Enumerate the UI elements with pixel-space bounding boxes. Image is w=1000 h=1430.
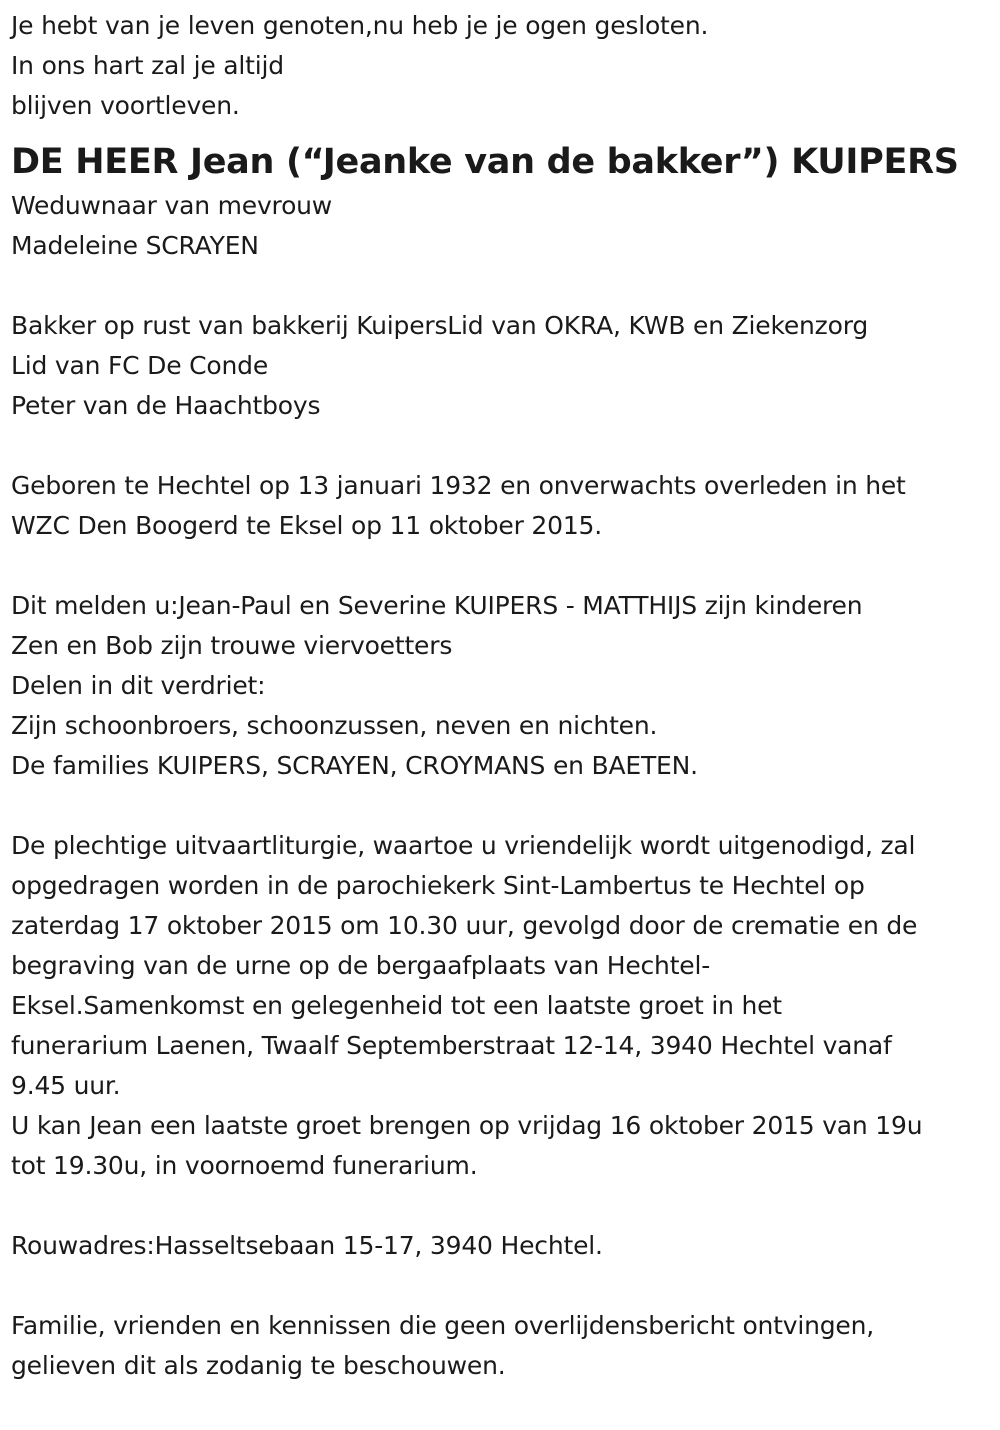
closing-line: gelieven dit als zodanig te beschouwen. [11, 1351, 506, 1380]
mourning-address-section [11, 1226, 990, 1266]
funeral-line: begraving van de urne op de bergaafplaats van Hechtel- [11, 951, 711, 980]
paragraph-spacer [11, 786, 990, 826]
funeral-line: funerarium Laenen, Twaalf Septemberstraat 12-14, 3940 Hechtel vanaf [11, 1031, 892, 1060]
occupation-line: Bakker op rust van bakkerij KuipersLid van OKRA, KWB en Ziekenzorg [11, 311, 869, 340]
birth-death-section [11, 466, 990, 546]
family-line: Dit melden u:Jean-Paul en Severine KUIPERS - MATTHIJS zijn kinderen [11, 591, 863, 620]
funeral-line: tot 19.30u, in voornoemd funerarium. [11, 1151, 478, 1180]
spouse-line: Madeleine SCRAYEN [11, 231, 259, 260]
closing-line: Familie, vrienden en kennissen die geen overlijdensbericht ontvingen, [11, 1311, 875, 1340]
funeral-line: opgedragen worden in de parochiekerk Sint-Lambertus te Hechtel op [11, 871, 865, 900]
family-section [11, 586, 990, 786]
birth-death-line: WZC Den Boogerd te Eksel op 11 oktober 2015. [11, 511, 603, 540]
poem-line: blijven voortleven. [11, 91, 240, 120]
funeral-line: De plechtige uitvaartliturgie, waartoe u vriendelijk wordt uitgenodigd, zal [11, 831, 916, 860]
family-line: Zen en Bob zijn trouwe viervoetters [11, 631, 453, 660]
funeral-line: U kan Jean een laatste groet brengen op vrijdag 16 oktober 2015 van 19u [11, 1111, 923, 1140]
occupation-line: Peter van de Haachtboys [11, 391, 321, 420]
poem-line: Je hebt van je leven genoten,nu heb je je ogen gesloten. [11, 11, 709, 40]
paragraph-spacer [11, 266, 990, 306]
spouse-section [11, 186, 990, 266]
occupation-section [11, 306, 990, 426]
deceased-name-title: DE HEER Jean (“Jeanke van de bakker”) KUIPERS [11, 142, 959, 182]
birth-death-line: Geboren te Hechtel op 13 januari 1932 en onverwachts overleden in het [11, 471, 906, 500]
occupation-line: Lid van FC De Conde [11, 351, 269, 380]
family-line: De families KUIPERS, SCRAYEN, CROYMANS en BAETEN. [11, 751, 698, 780]
spouse-line: Weduwnaar van mevrouw [11, 191, 333, 220]
family-line: Delen in dit verdriet: [11, 671, 266, 700]
mourning-address-line: Rouwadres:Hasseltsebaan 15-17, 3940 Hechtel. [11, 1231, 603, 1260]
family-line: Zijn schoonbroers, schoonzussen, neven en nichten. [11, 711, 658, 740]
funeral-line: 9.45 uur. [11, 1071, 121, 1100]
funeral-line: zaterdag 17 oktober 2015 om 10.30 uur, gevolgd door de crematie en de [11, 911, 918, 940]
funeral-section [11, 826, 990, 1186]
paragraph-spacer [11, 1186, 990, 1226]
paragraph-spacer [11, 1266, 990, 1306]
closing-section [11, 1306, 990, 1386]
poem [11, 6, 990, 126]
funeral-line: Eksel.Samenkomst en gelegenheid tot een laatste groet in het [11, 991, 782, 1020]
poem-line: In ons hart zal je altijd [11, 51, 284, 80]
paragraph-spacer [11, 546, 990, 586]
paragraph-spacer [11, 426, 990, 466]
